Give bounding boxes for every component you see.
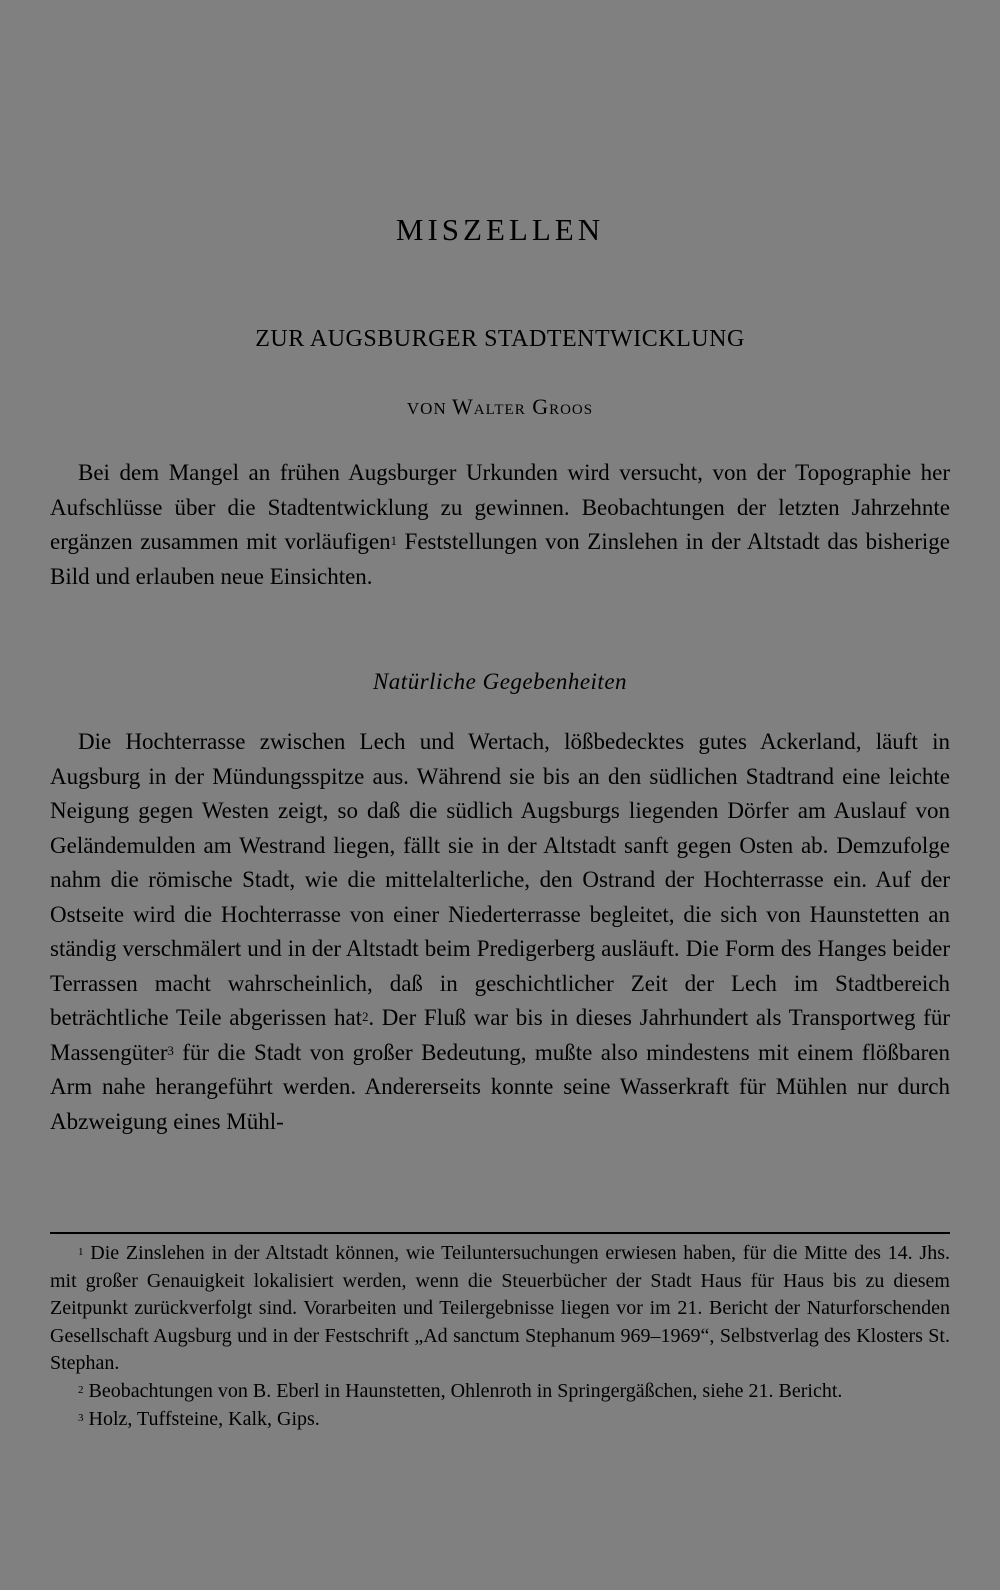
body-paragraph — [50, 725, 950, 1139]
footnote-ref-2[interactable]: 2 — [362, 1009, 369, 1024]
footnote-ref-1[interactable]: 1 — [390, 533, 397, 548]
subheading: Natürliche Gegebenheiten — [372, 669, 628, 694]
section-title: MISZELLEN — [395, 212, 605, 247]
footnote-2 — [50, 1378, 950, 1406]
footnote-divider — [50, 1232, 950, 1234]
body-text-part2: . Der Fluß war bis in dieses Jahrhundert als Transportweg für Massengüter — [50, 1005, 950, 1065]
footnote-1 — [50, 1240, 950, 1378]
footnote-3 — [50, 1406, 950, 1434]
body-text-part1: Die Hochterrasse zwischen Lech und Wertach, lößbedecktes gutes Ackerland, läuft in Augsburg in der Mündungsspitze aus. Während sie bis an den südlichen Stadtrand eine leichte Neigung gegen Westen zeigt, so daß die südlich Augsburgs liegenden Dörfer am Auslauf von Geländemulden am Westrand liegen, fällt sie in der Altstadt sanft gegen Osten ab. Demzufolge nahm die römische Stadt, wie die mittelalterliche, den Ostrand der Hochterrasse ein. Auf der Ostseite wird die Hochterrasse von einer Niederterrasse begleitet, die sich von Haunstetten an ständig verschmälert und in der Altstadt beim Predigerberg ausläuft. Die Form des Hanges beider Terrassen macht wahrscheinlich, daß in geschichtlicher Zeit der Lech im Stadtbereich beträchtliche Teile abgerissen hat — [50, 729, 950, 1030]
footnote-number-2: 2 — [78, 1384, 84, 1397]
footnote-ref-3[interactable]: 3 — [167, 1044, 174, 1059]
intro-text-after-note: Feststellungen von Zinslehen in der Altstadt das bisherige Bild und erlauben neue Einsichten. — [50, 529, 950, 589]
intro-paragraph — [50, 456, 950, 594]
body-text-part3: für die Stadt von großer Bedeutung, mußte also mindestens mit einem flößbaren Arm nahe herangeführt werden. Andererseits konnte seine Wasserkraft für Mühlen nur durch Abzweigung eines Mühl- — [50, 1039, 950, 1134]
footnote-number-3: 3 — [78, 1411, 84, 1424]
footnote-text-1: Die Zinslehen in der Altstadt können, wie Teiluntersuchungen erwiesen haben, für die Mitte des 14. Jhs. mit großer Genauigkeit lokalisiert werden, wenn die Steuerbücher der Stadt Haus für Haus bis zu diesem Zeitpunkt zurückverfolgt sind. Vorarbeiten und Teilergebnisse liegen vor im 21. Bericht der Naturforschenden Gesellschaft Augsburg und in der Festschrift „Ad sanctum Stephanum 969–1969“, Selbstverlag des Klosters St. Stephan. — [50, 1242, 950, 1375]
byline-author: Walter Groos — [451, 394, 594, 419]
byline — [50, 394, 950, 420]
byline-prefix: VON — [406, 399, 447, 418]
article-title: ZUR AUGSBURGER STADTENTWICKLUNG — [255, 326, 745, 352]
footnote-number-1: 1 — [78, 1246, 84, 1259]
intro-text-before-note: Bei dem Mangel an frühen Augsburger Urkunden wird versucht, von der Topographie her Aufschlüsse über die Stadtentwicklung zu gewinnen. Beobachtungen der letzten Jahrzehnte ergänzen zusammen mit vorläufigen — [50, 460, 950, 554]
footnote-text-2: Beobachtungen von B. Eberl in Haunstetten, Ohlenroth in Springergäßchen, siehe 21. Bericht. — [88, 1379, 843, 1402]
footnotes — [50, 1240, 950, 1433]
footnote-text-3: Holz, Tuffsteine, Kalk, Gips. — [88, 1407, 320, 1430]
